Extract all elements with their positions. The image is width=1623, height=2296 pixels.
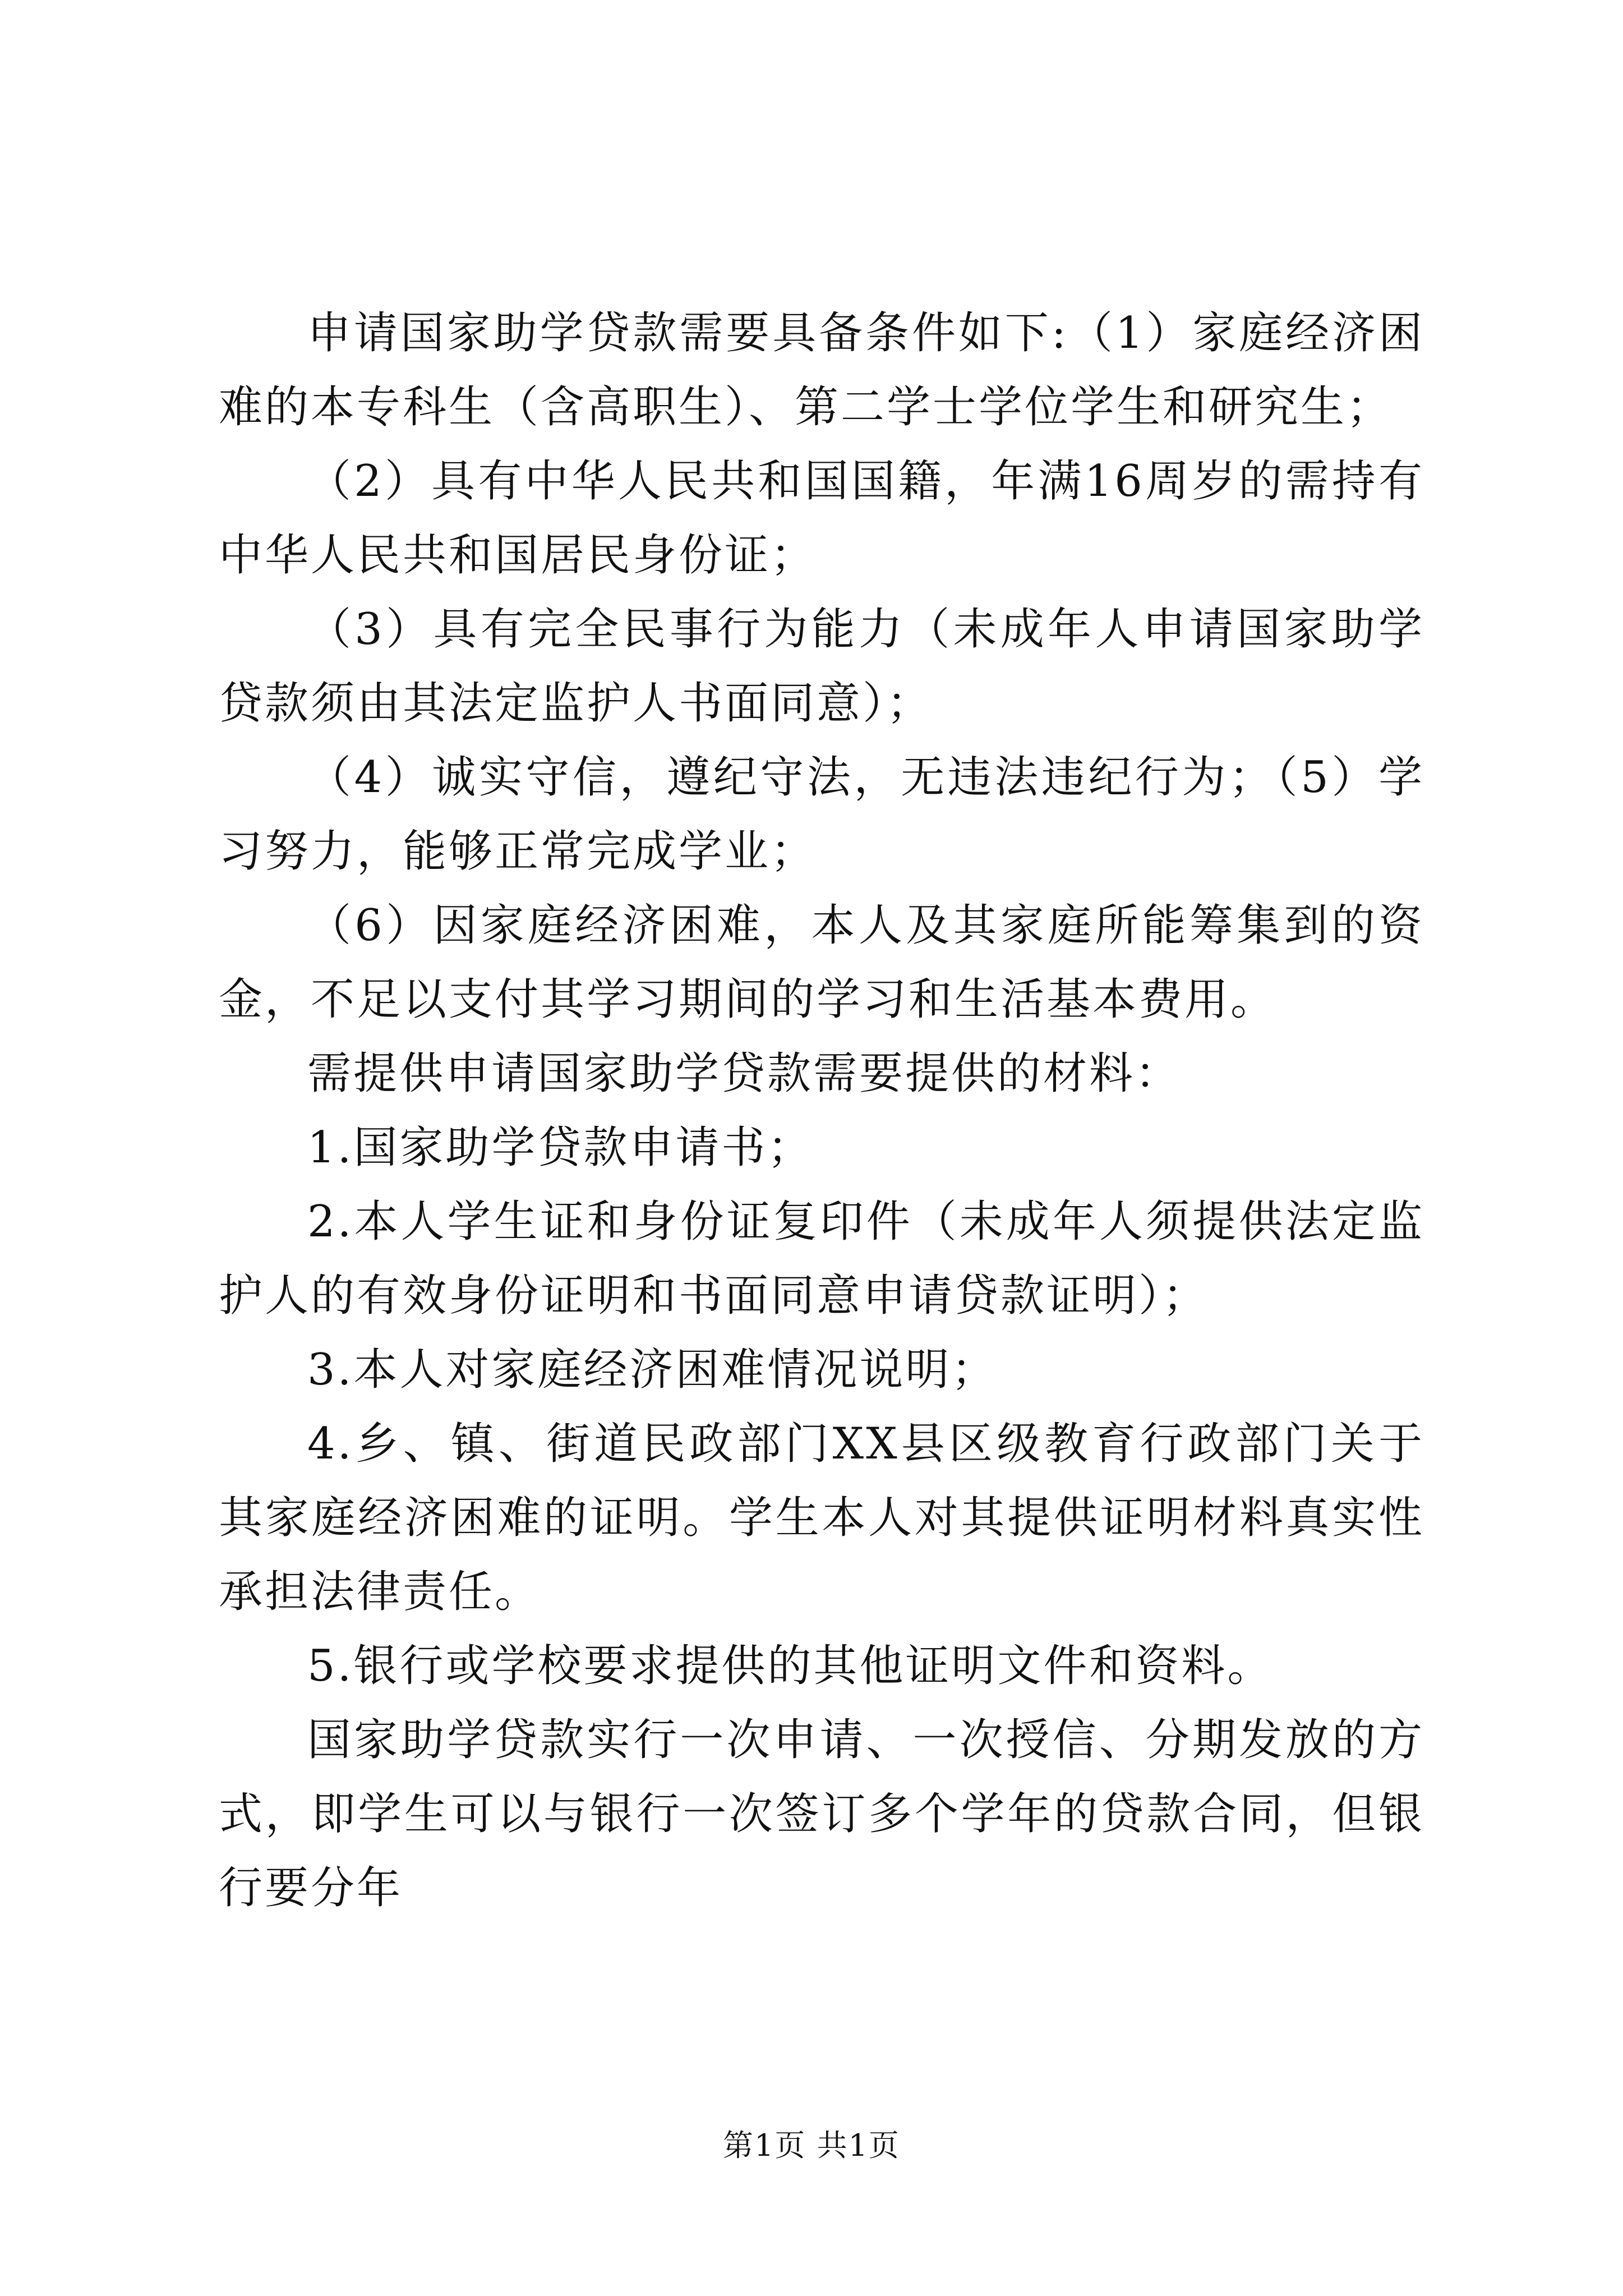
paragraph-6: 需提供申请国家助学贷款需要提供的材料：: [307, 1048, 1182, 1099]
paragraph-1: 申请国家助学贷款需要具备条件如下:（1）家庭经济困难的本专科生（含高职生）、第二学士学位学生和研究生；: [219, 308, 1424, 432]
paragraph-7: 1.国家助学贷款申请书；: [307, 1122, 814, 1173]
page-footer: [0, 2126, 1623, 2165]
paragraph-2: （2）具有中华人民共和国国籍，年满16周岁的需持有中华人民共和国居民身份证；: [219, 456, 1424, 581]
paragraph-11: 5.银行或学校要求提供的其他证明文件和资料。: [307, 1641, 1274, 1691]
document-body: [219, 296, 1424, 1925]
paragraph-3: （3）具有完全民事行为能力（未成年人申请国家助学贷款须由其法定监护人书面同意）；: [219, 604, 1424, 729]
paragraph-9: 3.本人对家庭经济困难情况说明；: [307, 1345, 998, 1395]
paragraph-5: （6）因家庭经济困难，本人及其家庭所能筹集到的资金，不足以支付其学习期间的学习和生活基本费用。: [219, 900, 1424, 1025]
page-number-label: 第1页 共1页: [723, 2128, 900, 2163]
paragraph-12: 国家助学贷款实行一次申请、一次授信、分期发放的方式，即学生可以与银行一次签订多个学年的贷款合同，但银行要分年: [219, 1715, 1424, 1913]
paragraph-8: 2.本人学生证和身份证复印件（未成年人须提供法定监护人的有效身份证明和书面同意申请贷款证明）；: [219, 1197, 1424, 1321]
paragraph-10: 4.乡、镇、街道民政部门XX县区级教育行政部门关于其家庭经济困难的证明。学生本人对其提供证明材料真实性承担法律责任。: [219, 1419, 1424, 1617]
paragraph-4: （4）诚实守信，遵纪守法，无违法违纪行为；（5）学习努力，能够正常完成学业；: [219, 752, 1424, 877]
